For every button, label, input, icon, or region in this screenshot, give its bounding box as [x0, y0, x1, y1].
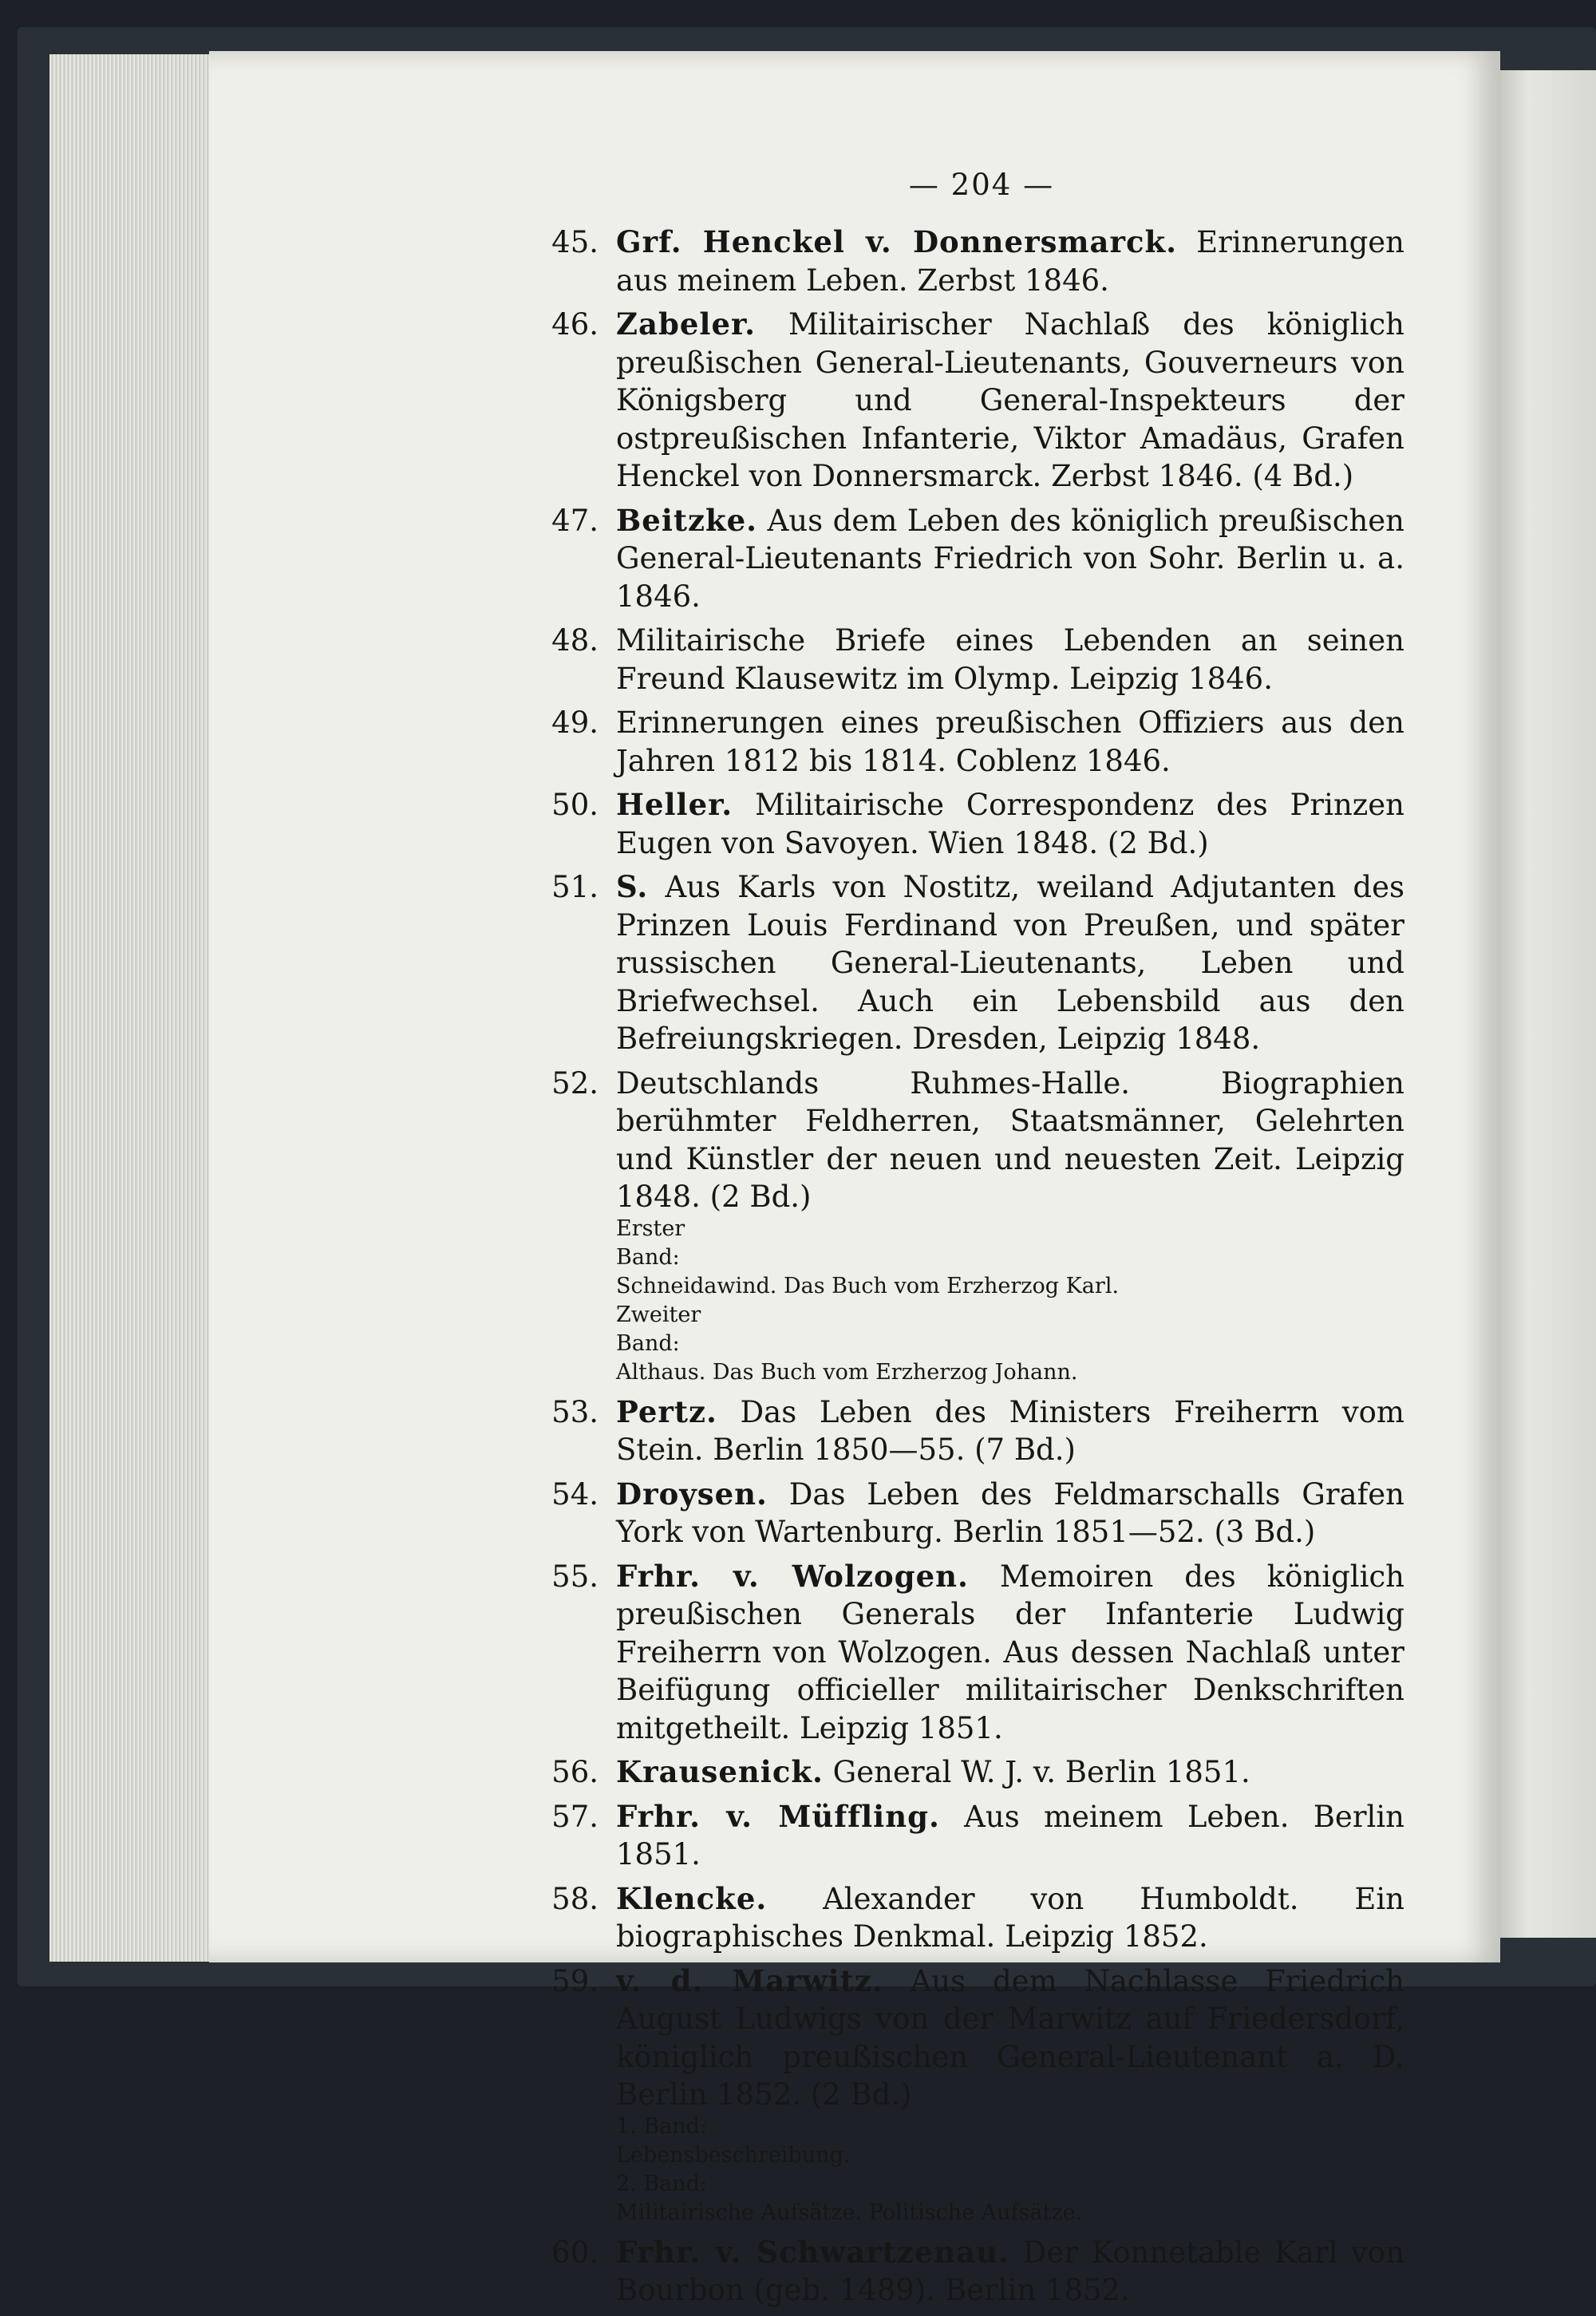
volume-text: Lebensbeschreibung. — [616, 2142, 851, 2168]
entry-author: Pertz. — [616, 1393, 717, 1429]
entry-46 — [551, 306, 1404, 496]
entry-text: Erinnerungen aus meinem Leben. Zerbst 1846. — [616, 225, 1404, 298]
bibliography-list — [551, 223, 1405, 2316]
entry-49 — [551, 704, 1404, 780]
entry-number: 56. — [551, 1755, 598, 1789]
volume-text: Militairische Aufsätze. Politische Aufsätze. — [616, 2199, 1083, 2225]
entry-author: Klencke. — [616, 1880, 768, 1916]
entry-54 — [551, 1476, 1404, 1551]
entry-author: Frhr. v. Müffling. — [616, 1798, 940, 1834]
entry-author: S. — [616, 869, 649, 904]
entry-author: Zabeler. — [616, 306, 756, 342]
entry-60 — [551, 2234, 1404, 2310]
entry-53 — [551, 1393, 1405, 1469]
volume-text: Althaus. Das Buch vom Erzherzog Johann. — [616, 1359, 1078, 1385]
entry-number: 57. — [551, 1799, 598, 1834]
entry-56 — [551, 1753, 1404, 1792]
entry-text: Aus Karls von Nostitz, weiland Adjutanten des Prinzen Louis Ferdinand von Preußen, und später russischen General-Lieutenants, Leben und Briefwechsel. Auch ein Lebensbild aus den Befreiungskriegen. Dresden, Leipzig 1848. — [616, 870, 1404, 1056]
volume-line — [616, 1301, 1404, 1387]
entry-text: Aus dem Nachlasse Friedrich August Ludwigs von der Marwitz auf Friedersdorf, königlich preußischen General-Lieutenant a. D. Berlin 1852. (2 Bd.) — [616, 1963, 1404, 2112]
entry-58 — [551, 1880, 1404, 1956]
entry-number: 55. — [551, 1559, 598, 1594]
volume-line — [616, 1215, 1404, 1301]
entry-author: Frhr. v. Schwartzenau. — [616, 2234, 1009, 2270]
page-edges — [49, 54, 211, 1962]
entry-51 — [551, 868, 1404, 1058]
entry-text: Erinnerungen eines preußischen Offiziers aus den Jahren 1812 bis 1814. Coblenz 1846. — [616, 705, 1404, 778]
entry-number: 47. — [551, 503, 598, 538]
entry-text: Militairische Briefe eines Lebenden an seinen Freund Klausewitz im Olymp. Leipzig 1846. — [616, 623, 1404, 696]
volume-label: 2. Band: — [616, 2171, 708, 2196]
entry-number: 59. — [551, 1963, 598, 1998]
entry-author: Droysen. — [616, 1476, 768, 1512]
entry-text: Das Leben des Feldmarschalls Grafen York von Wartenburg. Berlin 1851—52. (3 Bd.) — [616, 1476, 1404, 1549]
entry-52 — [551, 1065, 1404, 1387]
entry-55 — [551, 1558, 1404, 1748]
entry-text: Der Konnetable Karl von Bourbon (geb. 1489). Berlin 1852. — [616, 2235, 1404, 2307]
volume-line — [616, 2170, 1404, 2227]
page-number: — 204 — — [908, 168, 1055, 202]
entry-48 — [551, 622, 1404, 698]
entry-number: 53. — [551, 1394, 598, 1429]
entry-text: Aus meinem Leben. Berlin 1851. — [616, 1799, 1404, 1871]
next-page-edge — [1500, 70, 1596, 1938]
entry-author: Krausenick. — [616, 1754, 824, 1789]
entry-text: Das Leben des Ministers Freiherrn vom Stein. Berlin 1850—55. (7 Bd.) — [616, 1394, 1405, 1467]
entry-number: 54. — [551, 1476, 598, 1512]
entry-number: 60. — [551, 2235, 598, 2270]
volume-label: 1. Band: — [616, 2113, 708, 2139]
entry-number: 51. — [551, 870, 598, 904]
volume-list — [616, 1215, 1404, 1387]
entry-author: Grf. Henckel v. Donnersmarck. — [616, 224, 1178, 259]
entry-text: Alexander von Humboldt. Ein biographisches Denkmal. Leipzig 1852. — [616, 1881, 1404, 1954]
entry-number: 49. — [551, 705, 598, 740]
entry-number: 58. — [551, 1881, 598, 1916]
entry-text: Memoiren des königlich preußischen Generals der Infanterie Ludwig Freiherrn von Wolzogen. Aus dessen Nachlaß unter Beifügung officieller militairischer Denkschriften mitgetheilt. Leipzig 1851. — [616, 1559, 1404, 1745]
entry-47 — [551, 502, 1404, 616]
entry-number: 46. — [551, 307, 598, 342]
volume-list — [616, 2112, 1404, 2227]
entry-number: 50. — [551, 788, 598, 822]
entry-text: Deutschlands Ruhmes-Halle. Biographien berühmter Feldherren, Staatsmänner, Gelehrten und Künstler der neuen und neuesten Zeit. Leipzig 1848. (2 Bd.) — [616, 1065, 1404, 1214]
entry-59 — [551, 1962, 1404, 2227]
volume-label: Zweiter Band: — [616, 1302, 701, 1356]
entry-number: 48. — [551, 623, 598, 658]
entry-number: 52. — [551, 1065, 598, 1101]
volume-line — [616, 2112, 1404, 2170]
entry-57 — [551, 1798, 1404, 1874]
entry-text: Militairischer Nachlaß des königlich preußischen General-Lieutenants, Gouverneurs von Königsberg und General-Inspekteurs der ostpreußischen Infanterie, Viktor Amadäus, Grafen Henckel von Donnersmarck. Zerbst 1846. (4 Bd.) — [616, 307, 1404, 493]
entry-text: Militairische Correspondenz des Prinzen Eugen von Savoyen. Wien 1848. (2 Bd.) — [616, 788, 1404, 860]
entry-45 — [551, 223, 1404, 299]
volume-text: Schneidawind. Das Buch vom Erzherzog Karl. — [616, 1273, 1120, 1298]
entry-text: Aus dem Leben des königlich preußischen General-Lieutenants Friedrich von Sohr. Berlin u. a. 1846. — [616, 503, 1404, 614]
entry-author: Heller. — [616, 787, 733, 822]
entry-author: v. d. Marwitz. — [616, 1962, 883, 1998]
entry-text: General W. J. v. Berlin 1851. — [832, 1755, 1250, 1789]
entry-50 — [551, 786, 1404, 862]
volume-label: Erster Band: — [616, 1215, 685, 1270]
entry-author: Frhr. v. Wolzogen. — [616, 1558, 969, 1594]
entry-number: 45. — [551, 225, 598, 259]
entry-author: Beitzke. — [616, 502, 758, 538]
